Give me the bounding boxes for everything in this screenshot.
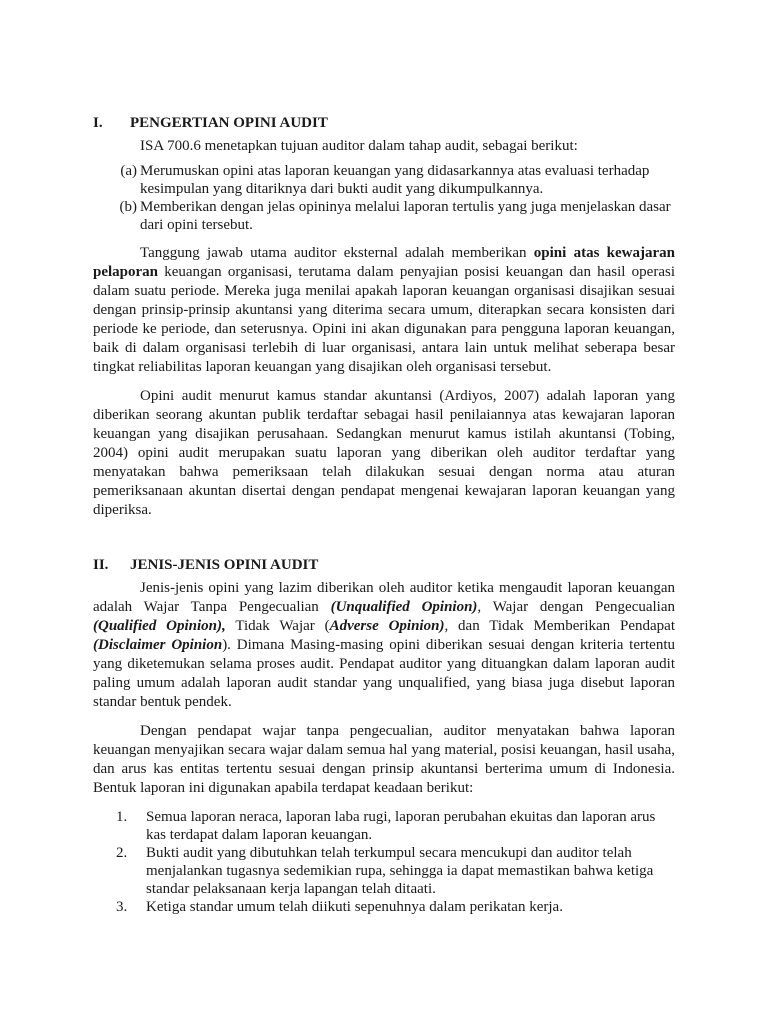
list-item [93,162,675,198]
list-item [93,198,675,234]
list-marker: 3. [116,899,128,915]
list-item-text: Merumuskan opini atas laporan keuangan yang didasarkannya atas evaluasi terhadap kesimpulan yang ditariknya dari bukti audit yang dikumpulkannya. [140,163,650,197]
body-paragraph: Dengan pendapat wajar tanpa pengecualian, auditor menyatakan bahwa laporan keuangan menyajikan secara wajar dalam semua hal yang material, posisi keuangan, hasil usaha, dan arus kas entitas tertentu sesuai dengan prinsip akuntansi berterima umum di Indonesia. Bentuk laporan ini digunakan apabila terdapat keadaan berikut: [93,723,675,796]
section-title: JENIS-JENIS OPINI AUDIT [130,557,319,573]
text-run: , Wajar dengan Pengecualian [477,599,675,615]
objectives-list [93,162,675,234]
list-item-text: Ketiga standar umum telah diikuti sepenuhnya dalam perikatan kerja. [146,899,563,915]
term-italic: (Qualified Opinion), [93,618,226,634]
term-italic: Adverse Opinion) [329,618,445,634]
text-run: ). Dimana Masing-masing opini diberikan sesuai dengan kriteria tertentu yang diketemukan selama proses audit. Pendapat auditor yang dituangkan dalam laporan audit paling umum adalah laporan audit standar yang unqualified, yang biasa juga disebut laporan standar bentuk pendek. [93,637,675,710]
intro-paragraph: ISA 700.6 menetapkan tujuan auditor dalam tahap audit, sebagai berikut: [140,138,578,154]
list-marker: (a) [120,163,137,179]
list-item [93,898,675,916]
list-item-text: Semua laporan neraca, laporan laba rugi, laporan perubahan ekuitas dan laporan arus kas terdapat dalam laporan keuangan. [146,809,656,843]
body-paragraph [93,579,675,712]
list-item [93,808,675,844]
term-italic: (Disclaimer Opinion [93,637,223,653]
bold-phrase: opini atas kewajaran pelaporan [93,245,675,280]
section-number: I. [93,115,103,131]
text-run: Tanggung jawab utama auditor eksternal adalah memberikan [140,245,534,261]
section-heading [93,556,675,575]
text-run: Jenis-jenis opini yang lazim diberikan oleh auditor ketika mengaudit laporan keuangan adalah Wajar Tanpa Pengecualian [93,580,675,615]
text-run: keuangan organisasi, terutama dalam penyajian posisi keuangan dan hasil operasi dalam suatu periode. Mereka juga menilai apakah laporan keuangan organisasi disajikan sesuai dengan prinsip-prinsip akuntansi yang diterima secara umum, diterapkan secara konsisten dari periode ke periode, dan seterusnya. Opini ini akan digunakan para pengguna laporan keuangan, baik di dalam organisasi terlebih di luar organisasi, antara lain untuk melihat seberapa besar tingkat reliabilitas laporan keuangan yang disajikan oleh organisasi tersebut. [93,264,675,375]
list-marker: 2. [116,845,128,861]
body-paragraph: Opini audit menurut kamus standar akuntansi (Ardiyos, 2007) adalah laporan yang diberikan seorang akuntan publik terdaftar sebagai hasil penilaiannya atas kewajaran laporan keuangan yang disajikan perusahaan. Sedangkan menurut kamus istilah akuntansi (Tobing, 2004) opini audit merupakan suatu laporan yang diberikan oleh auditor terdaftar yang menyatakan bahwa pemeriksaan telah dilakukan sesuai dengan norma atau aturan pemeriksanaan akuntan disertai dengan pendapat mengenai kewajaran laporan keuangan yang diperiksa. [93,388,675,518]
list-item-text: Bukti audit yang dibutuhkan telah terkumpul secara mencukupi dan auditor telah menjalankan tugasnya sedemikian rupa, sehingga ia dapat memastikan bahwa ketiga standar pelaksanaan kerja lapangan telah ditaati. [146,845,654,897]
list-item [93,844,675,898]
conditions-list [93,808,675,916]
body-paragraph [93,244,675,377]
section-title: PENGERTIAN OPINI AUDIT [130,115,328,131]
list-marker: (b) [119,199,137,215]
text-run: , dan Tidak Memberikan Pendapat [444,618,675,634]
text-run: Tidak Wajar ( [225,618,330,634]
document-body [93,114,675,916]
term-italic: (Unqualified Opinion) [330,599,478,615]
section-heading [93,114,675,133]
list-item-text: Memberikan dengan jelas opininya melalui laporan tertulis yang juga menjelaskan dasar dari opini tersebut. [140,199,671,233]
section-number: II. [93,557,109,573]
list-marker: 1. [116,809,128,825]
